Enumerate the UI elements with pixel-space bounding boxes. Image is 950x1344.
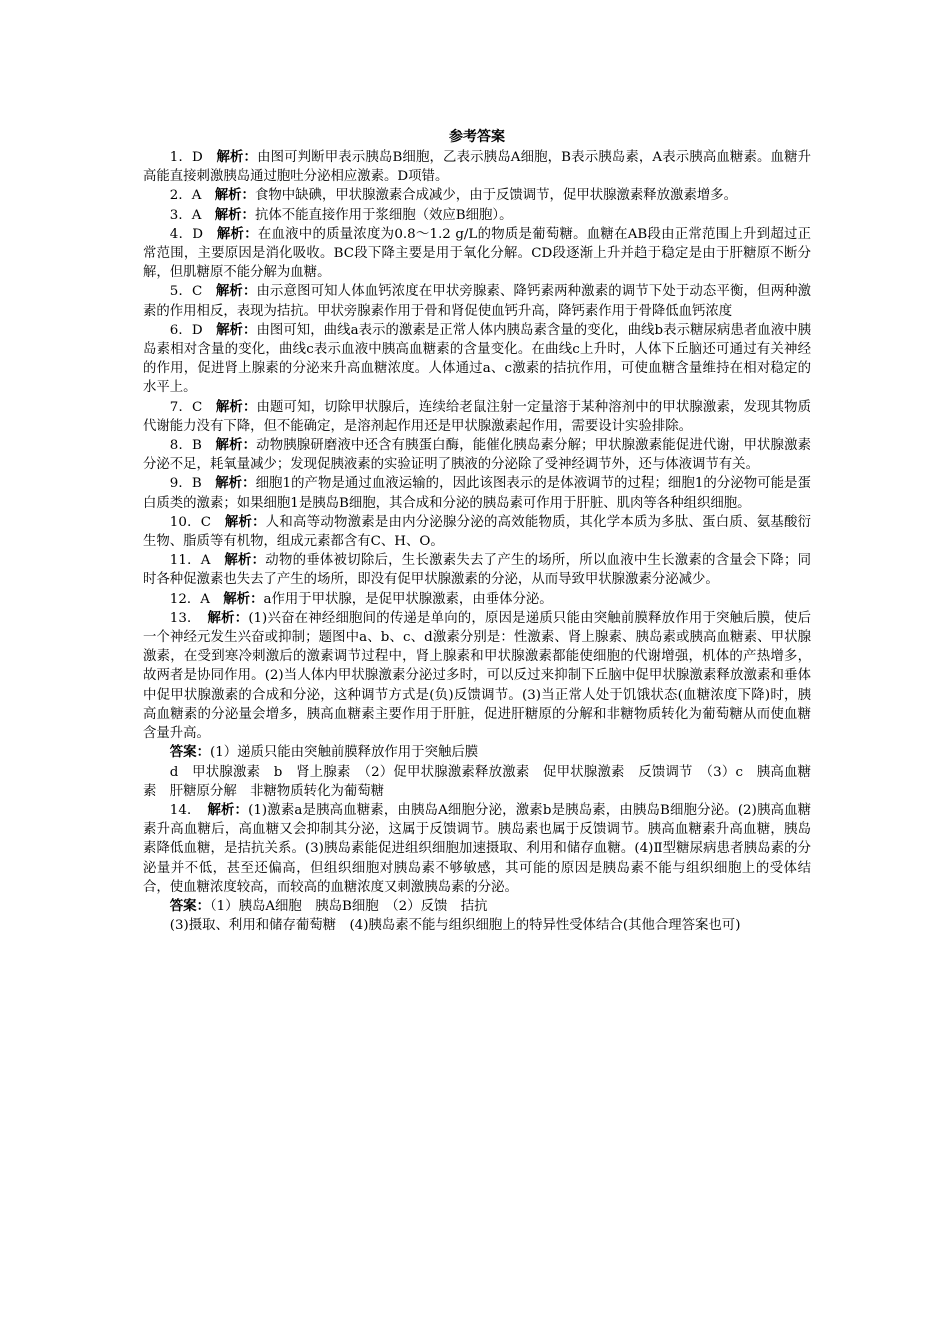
analysis-label: 解析： (215, 437, 257, 454)
answer-item (143, 206, 811, 225)
analysis-text: 人和高等动物激素是由内分泌腺分泌的高效能物质，其化学本质为多肽、蛋白质、氨基酸衍生物、脂质等有机物，组成元素都含有C、H、O。 (143, 514, 812, 550)
answer-item (143, 282, 811, 320)
analysis-label: 解析： (223, 590, 264, 607)
item-number: 4．D (169, 226, 203, 242)
answer-item (143, 551, 811, 589)
answer-continuation: (3)摄取、利用和储存葡萄糖 (4)胰岛素不能与组织细胞上的特异性受体结合(其他合理答案也可) (169, 918, 741, 934)
answer-continuation: d 甲状腺激素 b 肾上腺素 （2）促甲状腺激素释放激素 促甲状腺激素 反馈调节 （3）c 胰高血糖素 肝糖原分解 非糖物质转化为葡萄糖 (143, 764, 811, 799)
answer-line (143, 743, 811, 762)
analysis-label: 解析： (216, 225, 258, 242)
answer-label: 答案： (169, 897, 210, 914)
answer-item (143, 225, 811, 283)
analysis-label: 解析： (224, 513, 266, 530)
answer-text: (1）递质只能由突触前膜释放作用于突触后膜 (209, 745, 479, 761)
item-number: 9．B (169, 476, 202, 492)
answer-text: （1）胰岛A细胞 胰岛B细胞 （2）反馈 拮抗 (209, 898, 488, 914)
analysis-label: 解析： (224, 552, 266, 569)
answer-item (143, 590, 811, 609)
item-number: 13． (169, 610, 194, 626)
answer-item (143, 609, 811, 743)
answer-item (143, 148, 811, 186)
analysis-label: 解析： (215, 398, 257, 415)
item-number: 11．A (169, 553, 211, 569)
analysis-text: 动物的垂体被切除后，生长激素失去了产生的场所，所以血液中生长激素的含量会下降；同时各种促激素也失去了产生的场所，即没有促甲状腺激素的分泌，从而导致甲状腺激素分泌减少。 (143, 553, 812, 588)
item-number: 2．A (169, 188, 202, 204)
analysis-text: 由示意图可知人体血钙浓度在甲状旁腺素、降钙素两种激素的调节下处于动态平衡，但两种激素的作用相反，表现为拮抗。甲状旁腺素作用于骨和肾促使血钙升高，降钙素作用于骨降低血钙浓度 (143, 284, 812, 319)
item-number: 5．C (169, 284, 203, 300)
analysis-text: 食物中缺碘，甲状腺激素合成减少，由于反馈调节，促甲状腺激素释放激素增多。 (254, 188, 738, 204)
analysis-text: (1)兴奋在神经细胞间的传递是单向的，原因是递质只能由突触前膜释放作用于突触后膜，使后一个神经元发生兴奋或抑制；题图中a、b、c、d激素分别是：性激素、肾上腺素、胰岛素或胰高血糖素、甲状腺激素，在受到寒冷刺激后的激素调节过程中，肾上腺素和甲状腺激素都能使细胞的代谢增强，机体的产热增多，故两者是协同作用。(2)当人体内甲状腺激素分泌过多时，可以反过来抑制下丘脑中促甲状腺激素释放激素和垂体中促甲状腺激素的合成和分泌，这种调节方式是(负)反馈调节。(3)当正常人处于饥饿状态(血糖浓度下降)时，胰高血糖素的分泌量会增多，胰高血糖素主要作用于肝脏，促进肝糖原的分解和非糖物质转化为葡萄糖从而使血糖含量升高。 (143, 610, 812, 742)
answer-item (143, 398, 811, 436)
analysis-text: 细胞1的产物是通过血液运输的，因此该图表示的是体液调节的过程；细胞1的分泌物可能是蛋白质类的激素；如果细胞1是胰岛B细胞，其合成和分泌的胰岛素可作用于肝脏、肌肉等各种组织细胞。 (143, 476, 811, 511)
analysis-label: 解析： (207, 801, 249, 818)
analysis-label: 解析： (214, 187, 255, 204)
answer-item (143, 513, 811, 551)
analysis-text: a作用于甲状腺，是促甲状腺激素，由垂体分泌。 (263, 591, 553, 607)
analysis-text: 由图可判断甲表示胰岛B细胞，乙表示胰岛A细胞，B表示胰岛素，A表示胰高血糖素。血糖升高能直接刺激胰岛通过胞吐分泌相应激素。D项错。 (143, 150, 811, 185)
item-number: 1．D (169, 150, 203, 165)
analysis-label: 解析： (216, 321, 257, 338)
answer-document (143, 127, 811, 935)
item-number: 8．B (169, 438, 202, 454)
analysis-text: (1)激素a是胰高血糖素，由胰岛A细胞分泌，激素b是胰岛素，由胰岛B细胞分泌。(2)胰高血糖素升高血糖后，高血糖又会抑制其分泌，这属于反馈调节。胰岛素也属于反馈调节。胰高血糖素升高血糖，胰岛素降低血糖，是拮抗关系。(3)胰岛素能促进组织细胞加速摄取、利用和储存血糖。(4)Ⅱ型糖尿病患者胰岛素的分泌量并不低，甚至还偏高，但组织细胞对胰岛素不够敏感，其可能的原因是胰岛素不能与组织细胞上的受体结合，使血糖浓度较高，而较高的血糖浓度又刺激胰岛素的分泌。 (143, 802, 812, 895)
item-number: 14． (169, 802, 194, 818)
analysis-label: 解析： (207, 609, 249, 626)
analysis-label: 解析： (214, 206, 255, 223)
analysis-label: 解析： (215, 475, 256, 492)
analysis-label: 解析： (215, 283, 257, 300)
answer-item (143, 321, 811, 398)
analysis-text: 动物胰腺研磨液中还含有胰蛋白酶，能催化胰岛素分解；甲状腺激素能促进代谢，甲状腺激素分泌不足，耗氧量减少；发现促胰液素的实验证明了胰液的分泌除了受神经调节外，还与体液调节有关。 (143, 438, 812, 473)
answer-item (143, 801, 811, 897)
analysis-text: 由题可知，切除甲状腺后，连续给老鼠注射一定量溶于某种溶剂中的甲状腺激素，发现其物质代谢能力没有下降，但不能确定，是溶剂起作用还是甲状腺激素起作用，需要设计实验排除。 (143, 399, 812, 434)
answer-item (143, 474, 811, 512)
analysis-text: 在血液中的质量浓度为0.8～1.2 g/L的物质是葡萄糖。血糖在AB段由正常范围上升到超过正常范围，主要原因是消化吸收。BC段下降主要是用于氧化分解。CD段逐渐上升并趋于稳定是由于肝糖原不断分解，但肌糖原不能分解为血糖。 (143, 226, 812, 281)
item-number: 12．A (169, 591, 210, 607)
answer-item (143, 436, 811, 474)
item-number: 10．C (169, 514, 211, 530)
answer-line (143, 897, 811, 916)
item-number: 7．C (169, 399, 203, 415)
item-number: 3．A (169, 207, 202, 223)
analysis-label: 解析： (216, 149, 258, 165)
answer-label: 答案： (169, 744, 210, 761)
item-number: 6．D (169, 322, 203, 338)
answer-item (143, 186, 811, 205)
answer-list (143, 148, 811, 935)
page-title: 参考答案 (449, 129, 505, 145)
analysis-text: 由图可知，曲线a表示的激素是正常人体内胰岛素含量的变化，曲线b表示糖尿病患者血液中胰岛素相对含量的变化，曲线c表示血液中胰高血糖素的含量变化。在曲线c上升时，人体下丘脑还可通过有关神经的作用，促进肾上腺素的分泌来升高血糖浓度。人体通过a、c激素的拮抗作用，可使血糖含量维持在相对稳定的水平上。 (143, 322, 812, 396)
analysis-text: 抗体不能直接作用于浆细胞（效应B细胞）。 (254, 207, 513, 223)
